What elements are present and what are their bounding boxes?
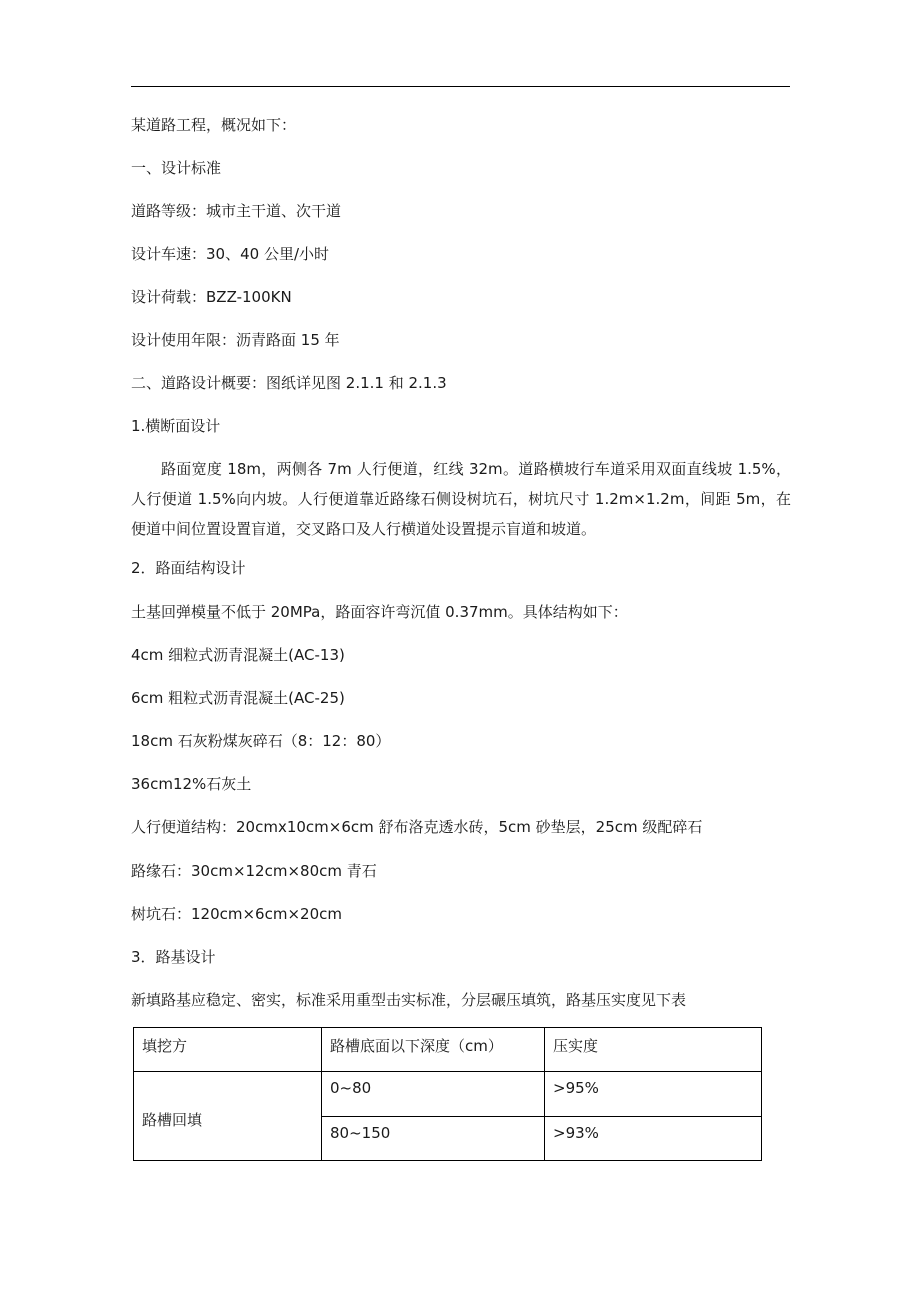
table-row: [134, 1072, 762, 1117]
intro-line: 某道路工程，概况如下：: [131, 116, 297, 134]
section-heading-design-standard: 一、设计标准: [131, 159, 222, 177]
table-header-cell: 路槽底面以下深度（cm）: [322, 1028, 545, 1072]
section-heading-road-design: 二、道路设计概要：图纸详见图 2.1.1 和 2.1.3: [131, 374, 447, 392]
table-header-row: [134, 1028, 762, 1072]
compaction-table: [133, 1027, 762, 1161]
sidewalk-structure-line: 人行便道结构：20cmx10cm×6cm 舒布洛克透水砖，5cm 砂垫层，25cm 级配碎石: [131, 818, 703, 836]
service-life-line: 设计使用年限：沥青路面 15 年: [131, 331, 340, 349]
subgrade-requirement-line: 新填路基应稳定、密实，标准采用重型击实标准，分层碾压填筑，路基压实度见下表: [131, 991, 687, 1009]
compaction-cell: >95%: [545, 1072, 762, 1117]
depth-cell: 0~80: [322, 1072, 545, 1117]
header-rule: [131, 86, 790, 87]
subheading-subgrade-design: 3．路基设计: [131, 948, 216, 966]
cross-section-paragraph: 路面宽度 18m，两侧各 7m 人行便道，红线 32m。道路横坡行车道采用双面直线坡 1.5%，人行便道 1.5%向内坡。人行便道靠近路缘石侧设树坑石，树坑尺寸 1.2m×1.2m，间距 5m，在便道中间位置设置盲道，交叉路口及人行横道处设置提示盲道和坡道。: [131, 460, 791, 538]
subheading-cross-section: 1.横断面设计: [131, 417, 221, 435]
fill-type-cell: 路槽回填: [134, 1072, 322, 1161]
depth-cell: 80~150: [322, 1117, 545, 1161]
road-grade-line: 道路等级：城市主干道、次干道: [131, 202, 342, 220]
layer-ac13-line: 4cm 细粒式沥青混凝土(AC-13): [131, 646, 345, 664]
layer-lime-flyash-line: 18cm 石灰粉煤灰碎石（8：12：80）: [131, 732, 391, 750]
design-speed-line: 设计车速：30、40 公里/小时: [131, 245, 329, 263]
layer-lime-soil-line: 36cm12%石灰土: [131, 775, 252, 793]
table-header-cell: 压实度: [545, 1028, 762, 1072]
subgrade-modulus-line: 土基回弹模量不低于 20MPa，路面容许弯沉值 0.37mm。具体结构如下：: [131, 603, 628, 621]
tree-pit-stone-line: 树坑石：120cm×6cm×20cm: [131, 905, 342, 923]
subheading-pavement-structure: 2．路面结构设计: [131, 559, 246, 577]
table-header-cell: 填挖方: [134, 1028, 322, 1072]
layer-ac25-line: 6cm 粗粒式沥青混凝土(AC-25): [131, 689, 345, 707]
curbstone-line: 路缘石：30cm×12cm×80cm 青石: [131, 862, 377, 880]
design-load-line: 设计荷载：BZZ-100KN: [131, 288, 292, 306]
compaction-cell: >93%: [545, 1117, 762, 1161]
